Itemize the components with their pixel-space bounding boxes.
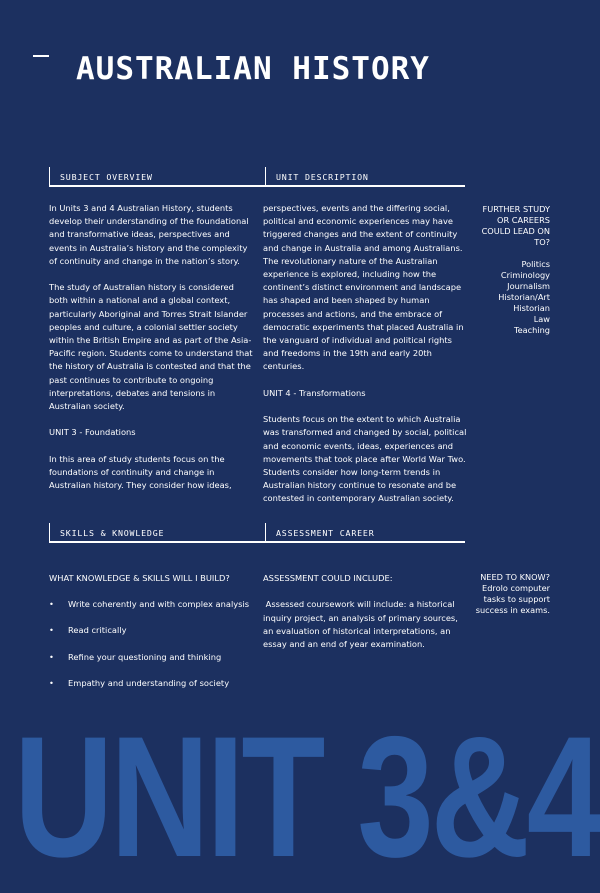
unit-4-heading: UNIT 4 - Transformations [263, 387, 366, 398]
further-study-heading: FURTHER STUDY OR CAREERS COULD LEAD ON TO? [481, 204, 550, 247]
need-to-know-panel [472, 572, 550, 616]
unit-description-header [265, 167, 465, 187]
further-study-panel [478, 204, 550, 336]
skills-knowledge-label: SKILLS & KNOWLEDGE [60, 528, 165, 538]
need-to-know-heading: NEED TO KNOW? [480, 572, 550, 582]
page-title: AUSTRALIAN HISTORY [76, 51, 430, 87]
skill-text: Read critically [68, 625, 127, 636]
career-item: Journalism [507, 281, 550, 291]
subject-overview-label: SUBJECT OVERVIEW [60, 172, 153, 182]
skill-item [49, 598, 259, 611]
skill-item [49, 677, 259, 690]
overview-paragraph: The study of Australian history is considered both within a national and a global context, particularly Aboriginal and Torres Strait Islander peoples and culture, a colonial settler society within the British Empire and as part of the Asia-Pacific region. Students come to understand that the history of Australia is contested and that the past continues to contribute to ongoing interpretations, debates and tensions in Australian society. [49, 282, 253, 412]
bullet-icon: • [49, 678, 54, 689]
need-to-know-text: Edrolo computer tasks to support success in exams. [475, 583, 550, 615]
assessment-career-header [265, 523, 465, 543]
career-item: Historian/Art Historian [498, 292, 550, 313]
skill-item [49, 651, 259, 664]
title-dash [33, 55, 49, 57]
subject-overview-text [49, 202, 254, 492]
description-paragraph: Students focus on the extent to which Australia was transformed and changed by social, political and economic events, ideas, experiences and movements that took place after World War Two. Students consider how long-term trends in Australian history continue to resonate and be contested in contemporary Australian society. [263, 414, 467, 504]
skill-text: Empathy and understanding of society [68, 678, 230, 689]
assessment-career-label: ASSESSMENT CAREER [276, 528, 375, 538]
career-item: Criminology [500, 270, 550, 280]
skills-knowledge-header [49, 523, 265, 543]
assessment-heading: ASSESSMENT COULD INCLUDE: [263, 573, 393, 583]
skill-text: Write coherently and with complex analysis [68, 599, 250, 609]
description-paragraph: perspectives, events and the differing social, political and economic experiences may have triggered changes and the extent of continuity and change in Australia and among Australians. The revolutionary nature of the Australian experience is explored, including how the continent’s distinct environment and landscape has shaped and been shaped by human processes and actions, and the embrace of democratic experiments that placed Australia in the vanguard of individual and political rights and freedoms in the 19th and early 20th centuries. [263, 203, 464, 372]
bullet-icon: • [49, 651, 54, 662]
overview-paragraph: In this area of study students focus on the foundations of continuity and change in Australian history. They consider how ideas, [49, 453, 232, 491]
career-item: Politics [521, 259, 550, 269]
overview-paragraph: In Units 3 and 4 Australian History, students develop their understanding of the foundational and transformative ideas, perspectives and events in Australia’s history and the complexity of continuity and change in the nation’s story. [49, 203, 249, 266]
unit-description-text [263, 202, 467, 506]
assessment-text: Assessed coursework will include: a historical inquiry project, an analysis of primary sources, an evaluation of historical interpretations, an essay and an end of year examination. [263, 599, 461, 649]
assessment-section [263, 572, 463, 651]
skill-text: Refine your questioning and thinking [68, 651, 222, 662]
subject-overview-header [49, 167, 265, 187]
skills-list [49, 598, 259, 704]
career-item: Teaching [513, 325, 550, 335]
unit-3-heading: UNIT 3 - Foundations [49, 427, 136, 438]
skills-question: WHAT KNOWLEDGE & SKILLS WILL I BUILD? [49, 573, 230, 583]
unit-3-4-label: UNIT 3&4 [14, 701, 600, 893]
career-item: Law [533, 314, 550, 324]
bullet-icon: • [49, 599, 54, 609]
skill-item [49, 624, 259, 637]
bullet-icon: • [49, 625, 54, 636]
unit-description-label: UNIT DESCRIPTION [276, 172, 369, 182]
